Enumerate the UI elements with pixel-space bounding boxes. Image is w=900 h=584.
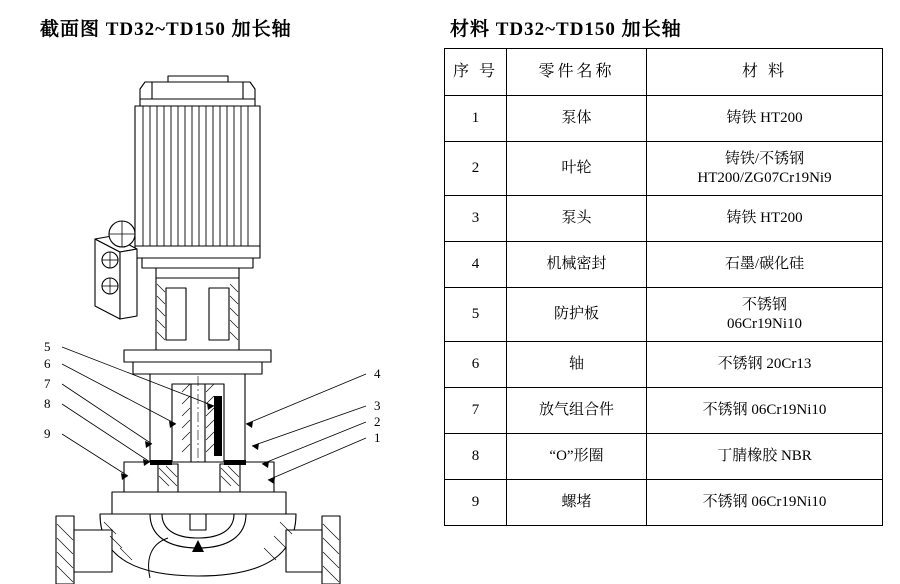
row-material: [647, 242, 883, 288]
table-row: [445, 196, 883, 242]
table-row: [445, 288, 883, 342]
table-row: [445, 96, 883, 142]
table-row: [445, 388, 883, 434]
row-no: 6: [445, 342, 507, 388]
header-no: 序 号: [445, 49, 507, 96]
table-row: [445, 242, 883, 288]
material-line: 不锈钢: [741, 296, 787, 313]
row-part-name: “O”形圈: [507, 434, 647, 480]
left-panel-title: 截面图 TD32~TD150 加长轴: [40, 19, 292, 40]
material-line: 不锈钢 20Cr13: [717, 356, 812, 373]
table-row: [445, 342, 883, 388]
row-material: [647, 434, 883, 480]
svg-text:7: 7: [44, 376, 51, 391]
material-line: 不锈钢 06Cr19Ni10: [702, 402, 827, 419]
row-material: [647, 388, 883, 434]
row-no: 3: [445, 196, 507, 242]
material-line: 铸铁 HT200: [726, 110, 803, 127]
row-part-name: 防护板: [507, 288, 647, 342]
row-no: 1: [445, 96, 507, 142]
row-part-name: 轴: [507, 342, 647, 388]
material-table-panel: [440, 0, 900, 584]
svg-text:6: 6: [44, 356, 51, 371]
header-material: 材 料: [647, 49, 883, 96]
material-line: 铸铁 HT200: [726, 210, 803, 227]
row-no: 2: [445, 142, 507, 196]
row-no: 4: [445, 242, 507, 288]
material-line: 06Cr19Ni10: [727, 315, 802, 332]
row-material: [647, 96, 883, 142]
table-header-row: [445, 49, 883, 96]
right-panel-title: 材料 TD32~TD150 加长轴: [450, 19, 682, 40]
material-line: 石墨/碳化硅: [724, 256, 805, 273]
pump-section-drawing: [0, 44, 432, 584]
row-material: [647, 196, 883, 242]
row-part-name: 泵头: [507, 196, 647, 242]
svg-text:9: 9: [44, 426, 51, 441]
row-part-name: 放气组合件: [507, 388, 647, 434]
row-no: 8: [445, 434, 507, 480]
row-no: 7: [445, 388, 507, 434]
row-material: [647, 288, 883, 342]
material-line: 不锈钢 06Cr19Ni10: [702, 494, 827, 511]
material-table: [444, 48, 883, 526]
row-material: [647, 142, 883, 196]
row-part-name: 机械密封: [507, 242, 647, 288]
material-line: 铸铁/不锈钢: [724, 150, 805, 167]
table-row: [445, 434, 883, 480]
row-part-name: 螺堵: [507, 480, 647, 526]
material-line: 丁腈橡胶 NBR: [717, 448, 812, 465]
row-material: [647, 342, 883, 388]
svg-text:1: 1: [374, 430, 381, 445]
row-no: 9: [445, 480, 507, 526]
row-no: 5: [445, 288, 507, 342]
row-material: [647, 480, 883, 526]
svg-text:4: 4: [374, 366, 381, 381]
table-row: [445, 480, 883, 526]
row-part-name: 泵体: [507, 96, 647, 142]
svg-text:2: 2: [374, 414, 381, 429]
table-row: [445, 142, 883, 196]
material-line: HT200/ZG07Cr19Ni9: [697, 169, 832, 186]
row-part-name: 叶轮: [507, 142, 647, 196]
header-part-name: 零件名称: [507, 49, 647, 96]
sectional-drawing-panel: [0, 0, 432, 584]
svg-text:8: 8: [44, 396, 51, 411]
svg-text:3: 3: [374, 398, 381, 413]
svg-text:5: 5: [44, 339, 51, 354]
